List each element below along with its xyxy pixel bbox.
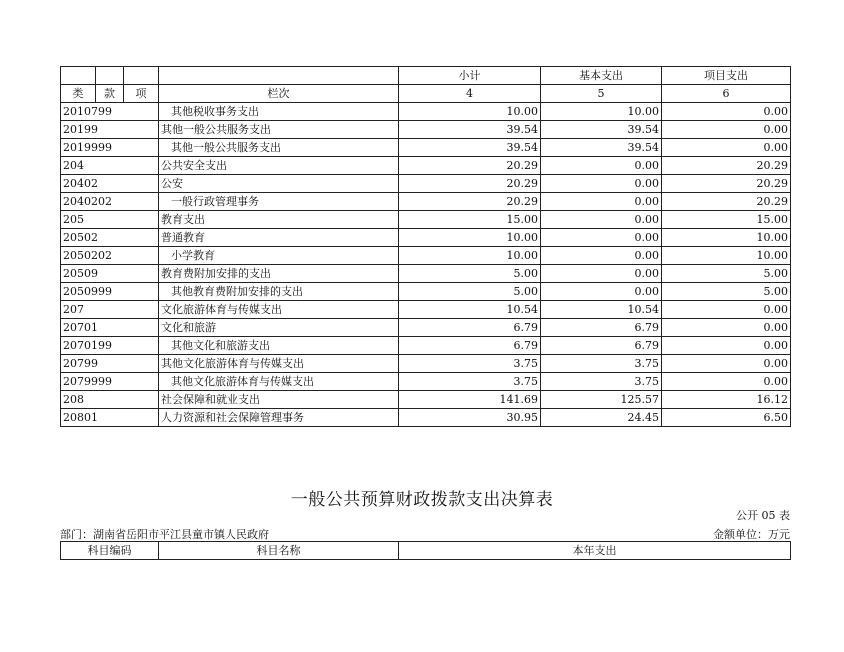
table-row xyxy=(61,247,791,265)
table-row xyxy=(61,283,791,301)
project-expenditure-cell: 0.00 xyxy=(662,337,791,355)
subtotal-cell: 30.95 xyxy=(399,409,541,427)
table-row xyxy=(61,391,791,409)
subtotal-cell: 20.29 xyxy=(399,193,541,211)
subtotal-cell: 20.29 xyxy=(399,157,541,175)
table-title: 一般公共预算财政拨款支出决算表 xyxy=(290,490,554,510)
subject-name-cell: 公安 xyxy=(159,175,399,193)
expenditure-table xyxy=(60,66,791,427)
subtotal-cell: 6.79 xyxy=(399,337,541,355)
basic-expenditure-cell: 0.00 xyxy=(541,211,662,229)
project-expenditure-cell: 15.00 xyxy=(662,211,791,229)
table-row xyxy=(61,265,791,283)
basic-expenditure-cell: 6.79 xyxy=(541,319,662,337)
subtotal-cell: 3.75 xyxy=(399,355,541,373)
project-expenditure-cell: 20.29 xyxy=(662,157,791,175)
subtotal-cell: 10.54 xyxy=(399,301,541,319)
amount-unit-label: 金额单位：万元 xyxy=(713,528,790,541)
subject-code-cell: 2079999 xyxy=(61,373,159,391)
header-subtotal: 小计 xyxy=(399,67,541,85)
subject-code-cell: 20799 xyxy=(61,355,159,373)
basic-expenditure-cell: 125.57 xyxy=(541,391,662,409)
project-expenditure-cell: 5.00 xyxy=(662,283,791,301)
subject-name-cell: 其他一般公共服务支出 xyxy=(159,121,399,139)
basic-expenditure-cell: 3.75 xyxy=(541,355,662,373)
appropriation-table xyxy=(60,541,791,560)
subject-name-cell: 社会保障和就业支出 xyxy=(159,391,399,409)
subject-code-cell: 2050202 xyxy=(61,247,159,265)
project-expenditure-cell: 5.00 xyxy=(662,265,791,283)
subject-code-cell: 205 xyxy=(61,211,159,229)
header-cell-blank xyxy=(96,67,124,85)
header-xiang: 项 xyxy=(124,85,159,103)
subject-code-cell: 2070199 xyxy=(61,337,159,355)
subject-code-cell: 2040202 xyxy=(61,193,159,211)
subject-name-cell: 文化旅游体育与传媒支出 xyxy=(159,301,399,319)
table-row xyxy=(61,121,791,139)
department-label: 部门：湖南省岳阳市平江县童市镇人民政府 xyxy=(60,528,269,541)
subtotal-cell: 6.79 xyxy=(399,319,541,337)
table-row xyxy=(61,409,791,427)
project-expenditure-cell: 0.00 xyxy=(662,319,791,337)
basic-expenditure-cell: 24.45 xyxy=(541,409,662,427)
project-expenditure-cell: 10.00 xyxy=(662,247,791,265)
table-row xyxy=(61,157,791,175)
subject-code-cell: 2050999 xyxy=(61,283,159,301)
basic-expenditure-cell: 39.54 xyxy=(541,121,662,139)
header-cell-blank xyxy=(159,67,399,85)
basic-expenditure-cell: 39.54 xyxy=(541,139,662,157)
header-current-year-expenditure: 本年支出 xyxy=(399,542,791,560)
subject-name-cell: 其他文化和旅游支出 xyxy=(159,337,399,355)
subject-name-cell: 一般行政管理事务 xyxy=(159,193,399,211)
subject-name-cell: 教育支出 xyxy=(159,211,399,229)
subject-name-cell: 其他文化旅游体育与传媒支出 xyxy=(159,373,399,391)
header-row-top xyxy=(61,67,791,85)
header-row-bottom xyxy=(61,85,791,103)
subject-name-cell: 小学教育 xyxy=(159,247,399,265)
subtotal-cell: 10.00 xyxy=(399,103,541,121)
basic-expenditure-cell: 0.00 xyxy=(541,247,662,265)
basic-expenditure-cell: 0.00 xyxy=(541,157,662,175)
table-row xyxy=(61,193,791,211)
basic-expenditure-cell: 10.54 xyxy=(541,301,662,319)
subtotal-cell: 39.54 xyxy=(399,121,541,139)
header-lei: 类 xyxy=(61,85,96,103)
project-expenditure-cell: 0.00 xyxy=(662,121,791,139)
subtotal-cell: 141.69 xyxy=(399,391,541,409)
subject-code-cell: 2019999 xyxy=(61,139,159,157)
subject-code-cell: 20701 xyxy=(61,319,159,337)
project-expenditure-cell: 0.00 xyxy=(662,139,791,157)
subject-code-cell: 2010799 xyxy=(61,103,159,121)
header-col-number-4: 4 xyxy=(399,85,541,103)
header-subject-code: 科目编码 xyxy=(61,542,159,560)
project-expenditure-cell: 20.29 xyxy=(662,193,791,211)
basic-expenditure-cell: 6.79 xyxy=(541,337,662,355)
header-lanci: 栏次 xyxy=(159,85,399,103)
subtotal-cell: 39.54 xyxy=(399,139,541,157)
header-basic-expenditure: 基本支出 xyxy=(541,67,662,85)
project-expenditure-cell: 0.00 xyxy=(662,373,791,391)
subject-name-cell: 教育费附加安排的支出 xyxy=(159,265,399,283)
table-code-label: 公开 05 表 xyxy=(736,509,790,522)
subject-code-cell: 20502 xyxy=(61,229,159,247)
table-row xyxy=(61,175,791,193)
budget-table-continued xyxy=(60,66,790,427)
basic-expenditure-cell: 0.00 xyxy=(541,283,662,301)
subtotal-cell: 5.00 xyxy=(399,283,541,301)
subject-name-cell: 其他一般公共服务支出 xyxy=(159,139,399,157)
subject-code-cell: 20509 xyxy=(61,265,159,283)
subject-code-cell: 207 xyxy=(61,301,159,319)
basic-expenditure-cell: 0.00 xyxy=(541,193,662,211)
subject-code-cell: 204 xyxy=(61,157,159,175)
project-expenditure-cell: 0.00 xyxy=(662,355,791,373)
subject-name-cell: 其他税收事务支出 xyxy=(159,103,399,121)
subtotal-cell: 15.00 xyxy=(399,211,541,229)
table-row xyxy=(61,355,791,373)
header-cell-blank xyxy=(61,67,96,85)
subject-code-cell: 20199 xyxy=(61,121,159,139)
subtotal-cell: 3.75 xyxy=(399,373,541,391)
basic-expenditure-cell: 0.00 xyxy=(541,265,662,283)
project-expenditure-cell: 0.00 xyxy=(662,103,791,121)
project-expenditure-cell: 10.00 xyxy=(662,229,791,247)
header-row xyxy=(61,542,791,560)
header-project-expenditure: 项目支出 xyxy=(662,67,791,85)
header-kuan: 款 xyxy=(96,85,124,103)
table-row xyxy=(61,139,791,157)
table-row xyxy=(61,103,791,121)
header-cell-blank xyxy=(124,67,159,85)
table-row xyxy=(61,337,791,355)
subtotal-cell: 20.29 xyxy=(399,175,541,193)
basic-expenditure-cell: 10.00 xyxy=(541,103,662,121)
table-row xyxy=(61,211,791,229)
project-expenditure-cell: 20.29 xyxy=(662,175,791,193)
subject-name-cell: 人力资源和社会保障管理事务 xyxy=(159,409,399,427)
subject-name-cell: 普通教育 xyxy=(159,229,399,247)
header-subject-name: 科目名称 xyxy=(159,542,399,560)
subject-code-cell: 20402 xyxy=(61,175,159,193)
project-expenditure-cell: 0.00 xyxy=(662,301,791,319)
basic-expenditure-cell: 0.00 xyxy=(541,229,662,247)
subtotal-cell: 10.00 xyxy=(399,229,541,247)
basic-expenditure-cell: 0.00 xyxy=(541,175,662,193)
subtotal-cell: 10.00 xyxy=(399,247,541,265)
table-row xyxy=(61,319,791,337)
subject-code-cell: 20801 xyxy=(61,409,159,427)
subject-name-cell: 其他教育费附加安排的支出 xyxy=(159,283,399,301)
table-row xyxy=(61,229,791,247)
subject-name-cell: 其他文化旅游体育与传媒支出 xyxy=(159,355,399,373)
table-row xyxy=(61,301,791,319)
project-expenditure-cell: 6.50 xyxy=(662,409,791,427)
project-expenditure-cell: 16.12 xyxy=(662,391,791,409)
subject-name-cell: 公共安全支出 xyxy=(159,157,399,175)
basic-expenditure-cell: 3.75 xyxy=(541,373,662,391)
header-col-number-6: 6 xyxy=(662,85,791,103)
subtotal-cell: 5.00 xyxy=(399,265,541,283)
header-col-number-5: 5 xyxy=(541,85,662,103)
table-row xyxy=(61,373,791,391)
subject-name-cell: 文化和旅游 xyxy=(159,319,399,337)
subject-code-cell: 208 xyxy=(61,391,159,409)
